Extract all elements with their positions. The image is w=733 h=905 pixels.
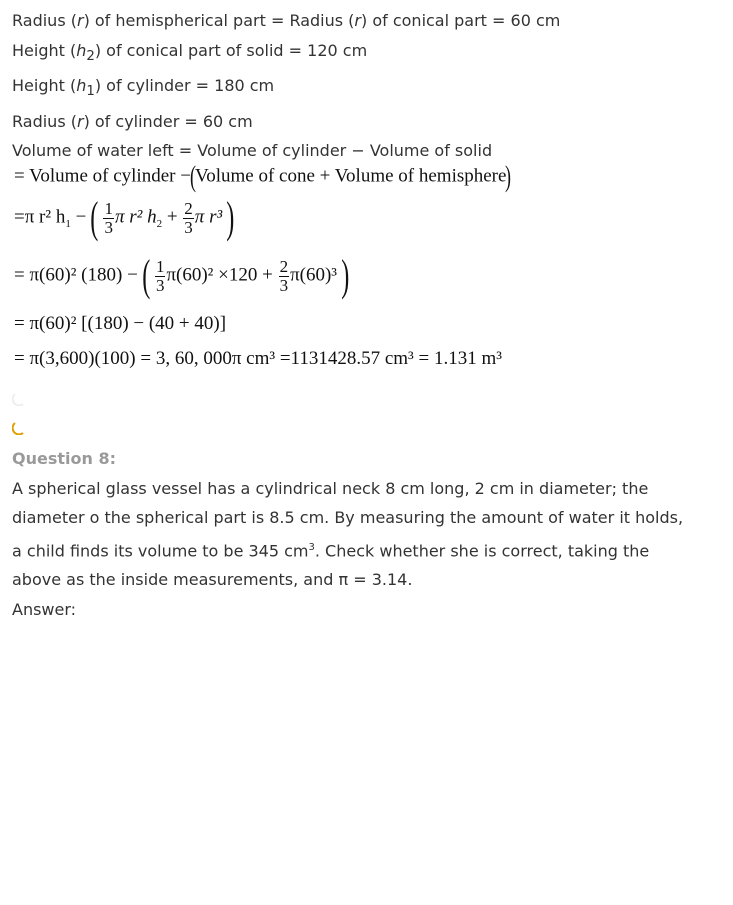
fraction: $\frac{2}{3}$ [184, 198, 193, 237]
math-step-1: = Volume of cylinder −(Volume of cone + Volume of hemisphere) [14, 160, 512, 193]
question-text-line: above as the inside measurements, and π = 3.14. [12, 570, 413, 590]
math-step-5: = π(3,600)(100) = 3, 60, 000π cm³ =1131428.57 cm³ = 1.131 m³ [14, 348, 502, 369]
math-derivation [12, 0, 712, 380]
fraction: $\frac{1}{3}$ [104, 198, 113, 237]
given-cylinder-radius-line: Radius (r) of cylinder = 60 cm [12, 111, 253, 131]
question-text-line: a child finds its volume to be 345 $cm^3$. Check whether she is correct, taking the [12, 540, 650, 560]
math-step-4: = π(60)² [(180) − (40 + 40)] [14, 313, 227, 334]
given-cone-height-line: Height $(h_2)$ of conical part of solid = 120 cm [12, 40, 368, 64]
fraction: $\frac{2}{3}$ [279, 256, 289, 295]
question-text-line: A spherical glass vessel has a cylindrical neck 8 cm long, 2 cm in diameter; the [12, 478, 649, 498]
answer-label: Answer: [12, 599, 77, 619]
math-step-2: =π r² $h_1$ − ( $\frac{1}{3}$ π r² $h_2$ + $\frac{2}{3}$ π r³ ) [14, 193, 235, 242]
math-step-3: = π(60)² (180) − ( $\frac{1}{3}$ π(60)² ×120 + $\frac{2}{3}$ π(60)³ ) [14, 251, 350, 300]
volume-water-left-line: Volume of water left = Volume of cylinder − Volume of solid [12, 141, 493, 161]
given-cylinder-height-line: Height $(h_1)$ of cylinder = 180 cm [12, 76, 275, 100]
given-radius-line: Radius (r) of hemispherical part = Radius (r) of conical part = 60 cm [12, 11, 561, 30]
question-text-line: diameter o the spherical part is 8.5 cm. By measuring the amount of water it holds, [12, 508, 684, 527]
question-block [12, 444, 722, 624]
fraction: $\frac{1}{3}$ [155, 256, 165, 295]
loading-spinner-icon [12, 421, 26, 435]
question-heading: Question 8: [12, 449, 116, 468]
faint-spinner-icon [12, 392, 26, 406]
